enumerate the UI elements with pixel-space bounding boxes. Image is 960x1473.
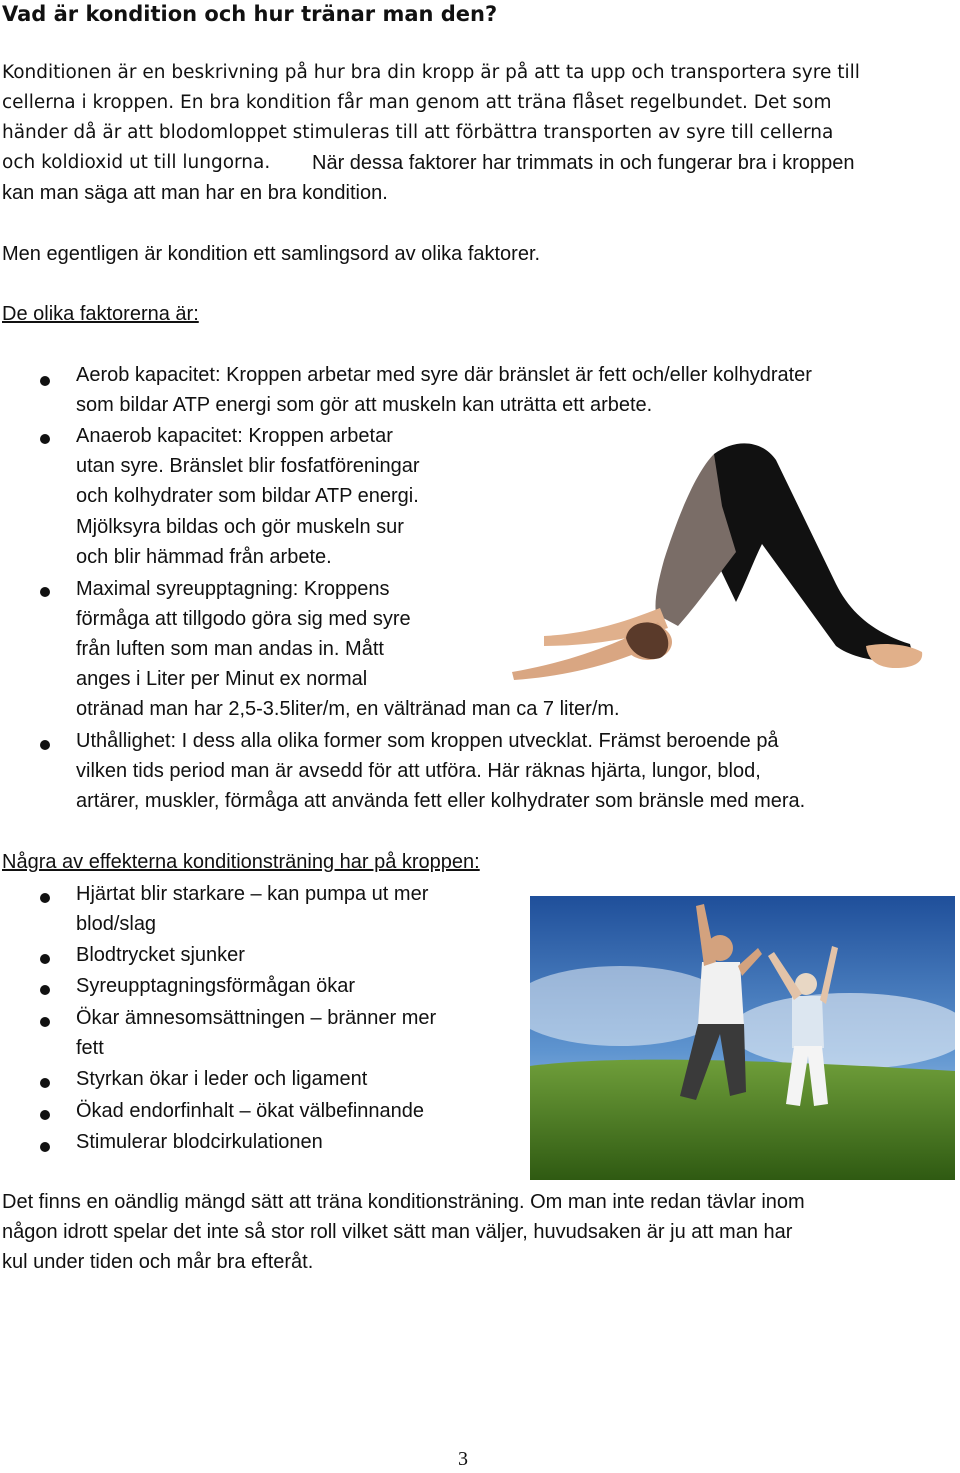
shirt-shape [792,996,824,1048]
closing-line: Det finns en oändlig mängd sätt att träna konditionsträning. Om man inte redan tävlar inom [2,1191,805,1213]
effect-line: Ökad endorfinhalt – ökat välbefinnande [76,1100,425,1122]
bullet-icon [40,740,50,750]
intro-line: cellerna i kroppen. En bra kondition får man genom att träna flåset regelbundet. Det som [2,92,832,113]
intro-line: händer då är att blodomloppet stimuleras till att förbättra transporten av syre till cellerna [2,122,834,143]
factor-line: otränad man har 2,5-3.5liter/m, en vältränad man ca 7 liter/m. [76,698,620,720]
effect-line: fett [76,1037,104,1059]
effect-line: Hjärtat blir starkare – kan pumpa ut mer [76,883,429,905]
bullet-icon [40,1142,50,1152]
intro-continuation: När dessa faktorer har trimmats in och fungerar bra i kroppen [312,152,855,174]
bullet-icon [40,1110,50,1120]
bullet-icon [40,376,50,386]
effect-line: Blodtrycket sjunker [76,944,245,966]
factor-line: utan syre. Bränslet blir fosfatföreningar [76,455,420,477]
closing-line: kul under tiden och mår bra efteråt. [2,1251,314,1273]
effect-line: Ökar ämnesomsättningen – bränner mer [76,1007,437,1029]
bullet-icon [40,954,50,964]
bullet-icon [40,1078,50,1088]
factor-line: förmåga att tillgodo göra sig med syre [76,608,411,630]
intro-last-line: kan man säga att man har en bra kondition. [2,182,388,204]
factor-line: och blir hämmad från arbete. [76,546,332,568]
yoga-downward-dog-photo [500,432,930,682]
bullet-icon [40,434,50,444]
jumping-couple-photo [530,896,955,1180]
factor-line: som bildar ATP energi som gör att muskeln kan uträtta ett arbete. [76,394,653,416]
bullet-icon [40,893,50,903]
summary-line: Men egentligen är kondition ett samlingsord av olika faktorer. [2,243,541,265]
bullet-icon [40,985,50,995]
factor-line: artärer, muskler, förmåga att använda fett eller kolhydrater som bränsle med mera. [76,790,806,812]
factor-line: från luften som man andas in. Mått [76,638,384,660]
intro-line: och koldioxid ut till lungorna. [2,152,271,173]
factor-line: Aerob kapacitet: Kroppen arbetar med syre där bränslet är fett och/eller kolhydrater [76,364,812,386]
page-number: 3 [458,1448,468,1470]
intro-line: Konditionen är en beskrivning på hur bra din kropp är på att ta upp och transportera syre till [2,62,860,83]
effect-line: Syreupptagningsförmågan ökar [76,975,356,997]
factor-line: vilken tids period man är avsedd för att utföra. Här räknas hjärta, lungor, blod, [76,760,761,782]
factor-line: anges i Liter per Minut ex normal [76,668,368,690]
factor-line: Uthållighet: I dess alla olika former som kroppen utvecklat. Främst beroende på [76,730,779,752]
bullet-icon [40,587,50,597]
closing-line: någon idrott spelar det inte så stor roll vilket sätt man väljer, huvudsaken är ju att man har [2,1221,793,1243]
factor-line: och kolhydrater som bildar ATP energi. [76,485,419,507]
effects-heading: Några av effekterna konditionsträning har på kroppen: [2,851,480,873]
factor-line: Maximal syreupptagning: Kroppens [76,578,390,600]
factor-line: Anaerob kapacitet: Kroppen arbetar [76,425,393,447]
factor-line: Mjölksyra bildas och gör muskeln sur [76,516,404,538]
effect-line: Styrkan ökar i leder och ligament [76,1068,368,1090]
foot-shape [866,644,922,668]
pants-shape [714,443,914,661]
page-title: Vad är kondition och hur tränar man den? [2,2,498,26]
shirt-shape [698,962,744,1026]
effect-line: Stimulerar blodcirkulationen [76,1131,323,1153]
bullet-icon [40,1017,50,1027]
effect-line: blod/slag [76,913,157,935]
factors-heading: De olika faktorerna är: [2,303,199,325]
